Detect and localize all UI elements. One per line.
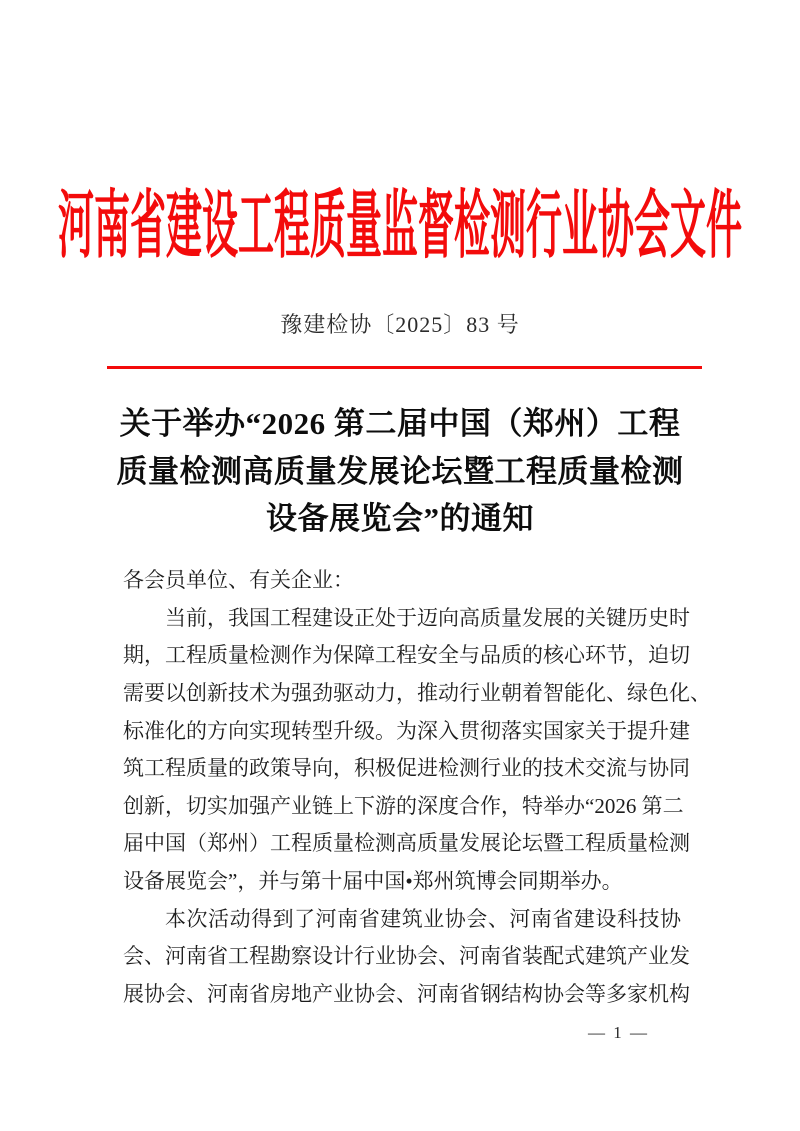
org-header-title: 河南省建设工程质量监督检测行业协会文件 — [57, 185, 742, 267]
body-text-line: 展协会、河南省房地产业协会、河南省钢结构协会等多家机构 — [123, 982, 690, 1007]
document-title-line-3: 设备展览会”的通知 — [266, 501, 534, 536]
body-text-line: 设备展览会”，并与第十届中国•郑州筑博会同期举办。 — [123, 869, 623, 894]
body-text-line: 期，工程质量检测作为保障工程安全与品质的核心环节，迫切 — [123, 643, 690, 668]
body-text-line: 标准化的方向实现转型升级。为深入贯彻落实国家关于提升建 — [123, 718, 690, 743]
document-title — [0, 400, 800, 543]
body-text-line: 创新，切实加强产业链上下游的深度合作，特举办“2026 第二 — [123, 793, 684, 818]
body-text-line: 筑工程质量的政策导向，积极促进检测行业的技术交流与协同 — [123, 756, 690, 781]
document-body — [123, 562, 711, 1014]
body-text-line: 届中国（郑州）工程质量检测高质量发展论坛暨工程质量检测 — [123, 831, 690, 856]
body-text-line: 当前，我国工程建设正处于迈向高质量发展的关键历史时 — [165, 605, 690, 630]
document-reference-number: 豫建检协〔2025〕83 号 — [280, 312, 520, 337]
document-title-line-1: 关于举办“2026 第二届中国（郑州）工程 — [119, 406, 681, 441]
page-number: — 1 — — [588, 1023, 649, 1042]
org-header-banner — [0, 185, 800, 267]
body-text-line: 会、河南省工程勘察设计行业协会、河南省装配式建筑产业发 — [123, 944, 690, 969]
document-title-line-2: 质量检测高质量发展论坛暨工程质量检测 — [116, 453, 684, 489]
body-text-line: 本次活动得到了河南省建筑业协会、河南省建设科技协 — [165, 906, 681, 931]
red-divider-line — [107, 366, 702, 369]
body-text-line: 需要以创新技术为强劲驱动力，推动行业朝着智能化、绿色化、 — [123, 680, 711, 705]
body-salutation: 各会员单位、有关企业： — [123, 568, 354, 592]
